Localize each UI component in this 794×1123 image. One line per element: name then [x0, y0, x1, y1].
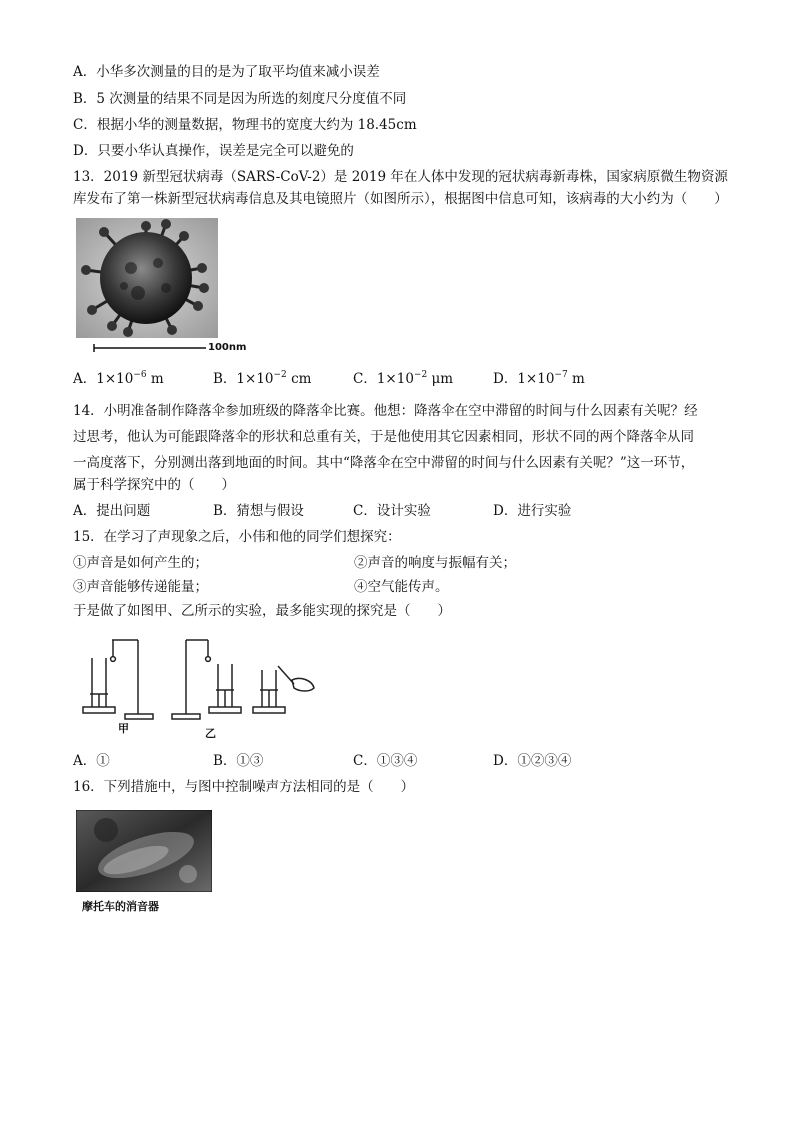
q12-option-c: C．根据小华的测量数据，物理书的宽度大约为 18.45cm [73, 117, 417, 133]
q15-item-1: ①声音是如何产生的； [73, 555, 208, 571]
q15-option-c: C．①③④ [353, 753, 418, 769]
q13-option-d: D．$1\times 10^{-7}$ m [493, 370, 585, 387]
q14-option-b: B．猜想与假设 [213, 503, 304, 519]
q14-option-a: A．提出问题 [73, 503, 151, 519]
q13-option-b: B．$1\times 10^{-2}$ cm [213, 370, 312, 387]
q14-stem-line1: 14．小明准备制作降落伞参加班级的降落伞比赛。他想：降落伞在空中滞留的时间与什么因素有关呢？经 [73, 403, 698, 419]
q14-option-d: D．进行实验 [493, 503, 572, 519]
q12-option-a: A．小华多次测量的目的是为了取平均值来减小误差 [73, 64, 380, 80]
figure-label-yi: 乙 [205, 727, 216, 740]
q13-stem-line2: 库发布了第一株新型冠状病毒信息及其电镜照片（如图所示），根据图中信息可知，该病毒的大小约为（ ） [73, 191, 728, 207]
q14-stem-line2: 过思考，他认为可能跟降落伞的形状和总重有关，于是他使用其它因素相同，形状不同的两个降落伞从同 [73, 429, 694, 445]
q15-item-4: ④空气能传声。 [354, 579, 449, 595]
q16-stem: 16．下列措施中，与图中控制噪声方法相同的是（ ） [73, 779, 415, 795]
q15-option-b: B．①③ [213, 753, 264, 769]
q14-option-c: C．设计实验 [353, 503, 431, 519]
muffler-caption: 摩托车的消音器 [82, 900, 159, 913]
q15-stem-line1: 15．在学习了声现象之后，小伟和他的同学们想探究： [73, 529, 401, 545]
q15-stem-line2: 于是做了如图甲、乙所示的实验，最多能实现的探究是（ ） [73, 603, 451, 619]
virus-micrograph [76, 218, 226, 358]
q12-option-d: D．只要小华认真操作，误差是完全可以避免的 [73, 143, 354, 159]
q14-stem-line4: 属于科学探究中的（ ） [73, 477, 235, 493]
q15-option-a: A．① [73, 753, 110, 769]
scale-bar-label: 100nm [208, 342, 247, 353]
q13-option-a: A．$1\times 10^{-6}$ m [73, 370, 164, 387]
q15-item-2: ②声音的响度与振幅有关； [354, 555, 516, 571]
q12-option-b: B．5 次测量的结果不同是因为所选的刻度尺分度值不同 [73, 91, 407, 107]
q13-option-c: C．$1\times 10^{-2}$ μm [353, 370, 454, 387]
motorcycle-muffler-photo [76, 810, 212, 892]
q13-stem-line1: 13．2019 新型冠状病毒（SARS-CoV-2）是 2019 年在人体中发现的冠状病毒新毒株，国家病原微生物资源 [73, 169, 728, 185]
q15-item-3: ③声音能够传递能量； [73, 579, 208, 595]
q15-option-d: D．①②③④ [493, 753, 572, 769]
q14-stem-line3: 一高度落下，分别测出落到地面的时间。其中“降落伞在空中滞留的时间与什么因素有关呢？”这一环节， [73, 455, 695, 471]
tuning-fork-experiment-figure [80, 630, 320, 750]
figure-label-jia: 甲 [118, 722, 129, 735]
